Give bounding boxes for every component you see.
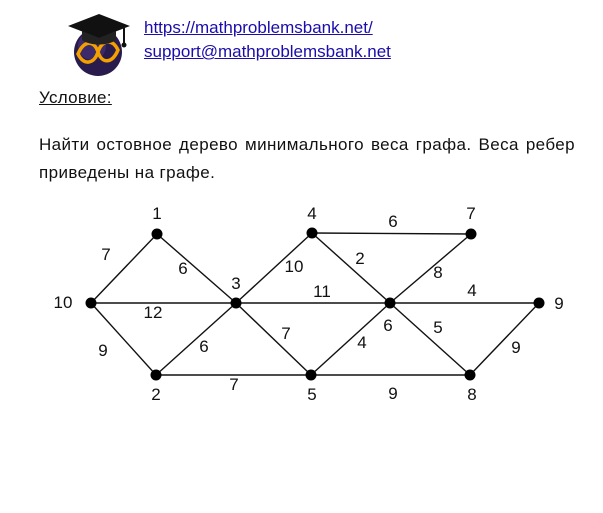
node-label-6: 6 bbox=[383, 316, 393, 335]
graph-node-9 bbox=[534, 298, 545, 309]
graph-node-3 bbox=[231, 298, 242, 309]
node-label-2: 2 bbox=[151, 385, 161, 404]
condition-heading: Условие: bbox=[39, 88, 112, 107]
problem-statement: Найти остовное дерево минимального веса графа. Веса ребер приведены на графе. bbox=[39, 135, 575, 182]
graph-edge-8-9 bbox=[470, 303, 539, 375]
edge-weight-10-3: 12 bbox=[143, 303, 163, 322]
graph-node-4 bbox=[307, 228, 318, 239]
edge-weight-2-5: 7 bbox=[229, 375, 239, 394]
edge-weight-3-5: 7 bbox=[281, 324, 291, 343]
node-label-1: 1 bbox=[152, 204, 162, 223]
edge-weight-3-4: 10 bbox=[284, 257, 304, 276]
node-label-9: 9 bbox=[554, 294, 564, 313]
node-label-3: 3 bbox=[231, 274, 241, 293]
graph-edge-3-5 bbox=[236, 303, 311, 375]
node-label-5: 5 bbox=[307, 385, 317, 404]
edge-weight-5-8: 9 bbox=[388, 384, 398, 403]
graph-edge-1-3 bbox=[157, 234, 236, 303]
edge-weight-4-7: 6 bbox=[388, 212, 398, 231]
graph-node-7 bbox=[466, 229, 477, 240]
edge-weight-6-9: 4 bbox=[467, 281, 477, 300]
node-label-4: 4 bbox=[307, 204, 317, 223]
edge-weight-4-6: 2 bbox=[355, 249, 365, 268]
edge-weight-10-1: 7 bbox=[101, 245, 111, 264]
edge-weight-5-6: 4 bbox=[357, 333, 367, 352]
site-link[interactable]: https://mathproblemsbank.net/ bbox=[144, 18, 373, 37]
edge-weight-1-3: 6 bbox=[178, 259, 188, 278]
graph-node-6 bbox=[385, 298, 396, 309]
graph-edge-2-3 bbox=[156, 303, 236, 375]
graph-node-1 bbox=[152, 229, 163, 240]
edge-weight-10-2: 9 bbox=[98, 341, 108, 360]
edge-weight-6-8: 5 bbox=[433, 318, 443, 337]
graph-node-2 bbox=[151, 370, 162, 381]
graph-edge-7-6 bbox=[390, 234, 471, 303]
node-label-8: 8 bbox=[467, 385, 477, 404]
node-label-10: 10 bbox=[53, 293, 73, 312]
edge-weight-3-6: 11 bbox=[313, 282, 331, 301]
graph-edge-6-8 bbox=[390, 303, 470, 375]
graph-edge-5-6 bbox=[311, 303, 393, 375]
support-email-link[interactable]: support@mathproblemsbank.net bbox=[144, 42, 391, 61]
graph-node-8 bbox=[465, 370, 476, 381]
graph-node-5 bbox=[306, 370, 317, 381]
graph-edge-4-7 bbox=[312, 233, 471, 234]
edge-weight-8-9: 9 bbox=[511, 338, 521, 357]
graph-node-10 bbox=[86, 298, 97, 309]
edge-weight-7-6: 8 bbox=[433, 263, 443, 282]
edge-weight-2-3: 6 bbox=[199, 337, 209, 356]
node-label-7: 7 bbox=[466, 204, 476, 223]
